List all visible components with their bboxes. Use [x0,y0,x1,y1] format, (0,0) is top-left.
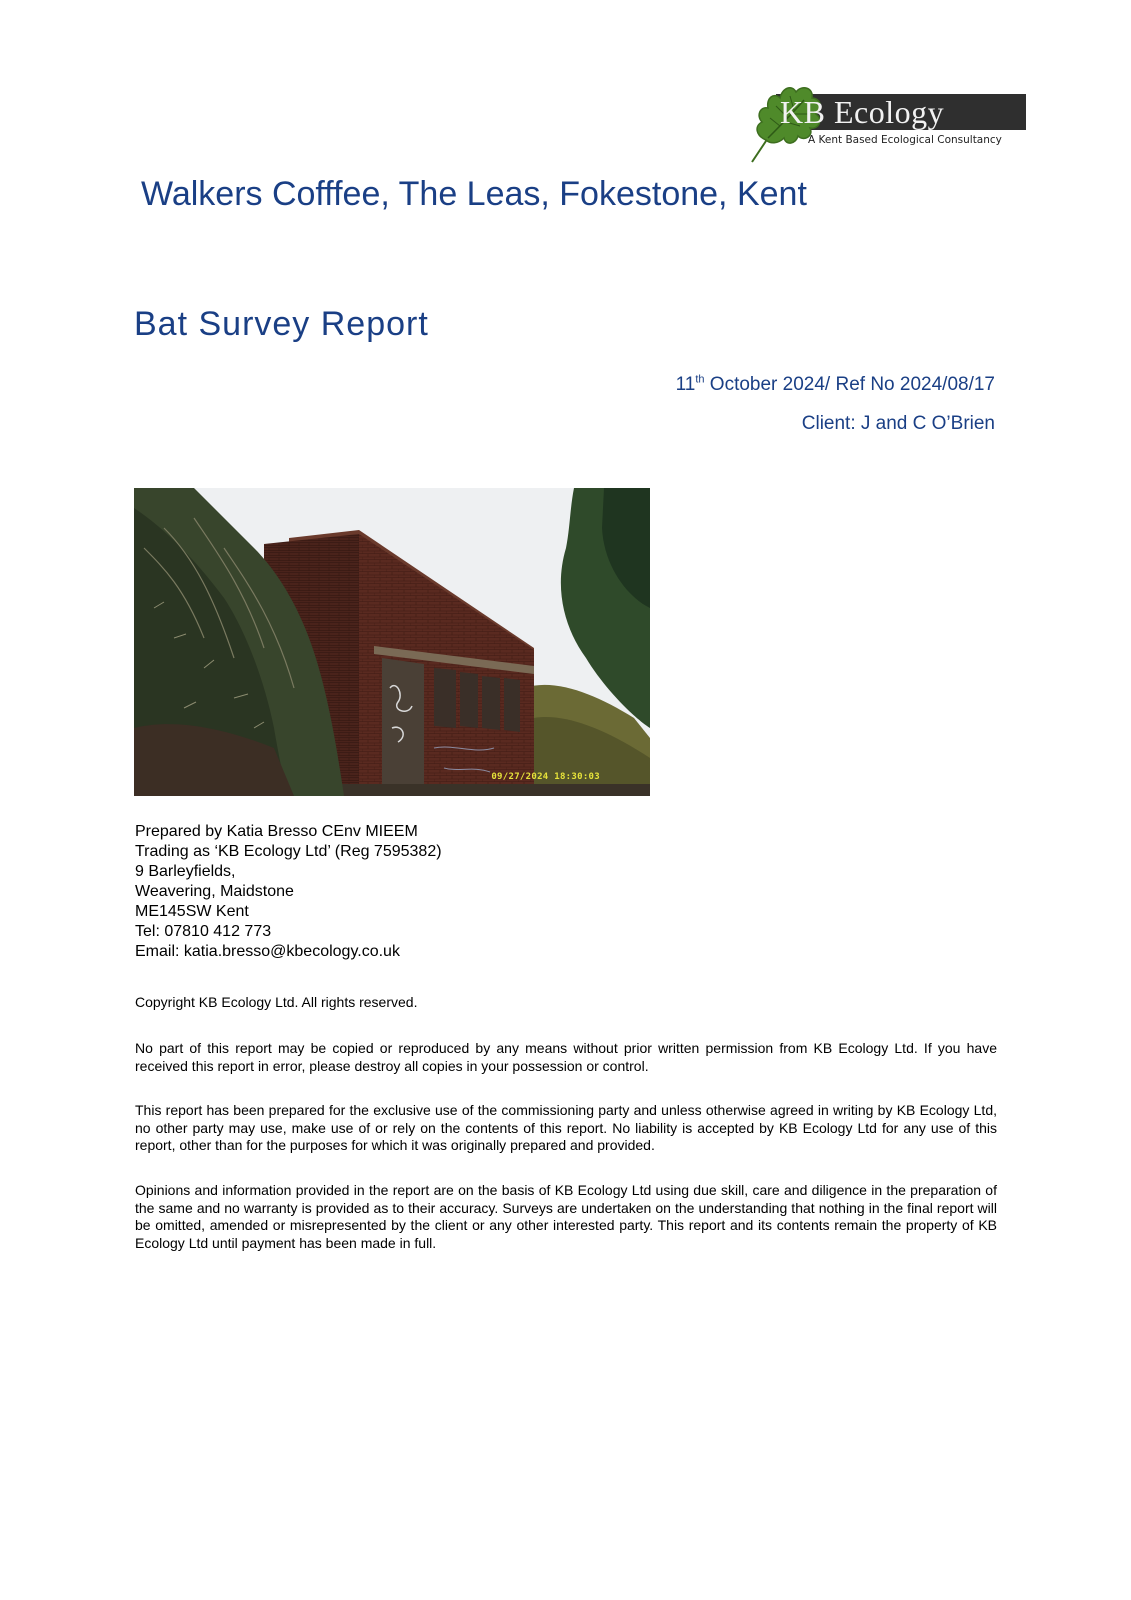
photo-timestamp: 09/27/2024 18:30:03 [491,772,600,782]
address-line-2: Weavering, Maidstone [135,883,294,900]
legal-paragraph-2: This report has been prepared for the exclusive use of the commissioning party and unless otherwise agreed in writing by KB Ecology Ltd, no other party may use, make use of or rely on the contents of this report. No liability is accepted by KB Ecology Ltd for any use of this report, other than for the purposes for which it was originally prepared and provided. [135,1102,997,1153]
company-logo [746,78,1026,164]
document-title: Walkers Cofffee, The Leas, Fokestone, Kent [141,175,807,213]
copyright-notice: Copyright KB Ecology Ltd. All rights reserved. [135,994,418,1010]
report-type-heading: Bat Survey Report [134,305,429,343]
legal-paragraph-1: No part of this report may be copied or reproduced by any means without prior written permission from KB Ecology Ltd. If you have received this report in error, please destroy all copies in your possession or control. [135,1040,997,1074]
address-line-3: ME145SW Kent [135,903,249,920]
email: Email: katia.bresso@kbecology.co.uk [135,943,400,960]
logo-tagline: A Kent Based Ecological Consultancy [808,134,1002,146]
brick-building-photo [134,488,650,796]
site-photo [134,488,650,796]
legal-paragraph-3: Opinions and information provided in the report are on the basis of KB Ecology Ltd using due skill, care and diligence in the preparation of the same and no warranty is provided as to their accuracy. Surveys are undertaken on the understanding that nothing in the final report will be omitted, amended or misrepresented by the client or any other interested party. This report and its contents remain the property of KB Ecology Ltd until payment has been made in full. [135,1182,997,1251]
report-date-ref [676,373,995,397]
date-day: 11 [675,374,696,395]
trading-as: Trading as ‘KB Ecology Ltd’ (Reg 7595382) [135,843,442,860]
address-line-1: 9 Barleyfields, [135,863,236,880]
contact-block [135,822,442,962]
date-rest: October 2024/ Ref No 2024/08/17 [704,374,995,395]
client-line: Client: J and C O’Brien [801,413,995,434]
prepared-by: Prepared by Katia Bresso CEnv MIEEM [135,823,418,840]
telephone: Tel: 07810 412 773 [135,923,272,940]
date-suffix: th [695,373,705,386]
logo-name: KB Ecology [780,94,945,130]
